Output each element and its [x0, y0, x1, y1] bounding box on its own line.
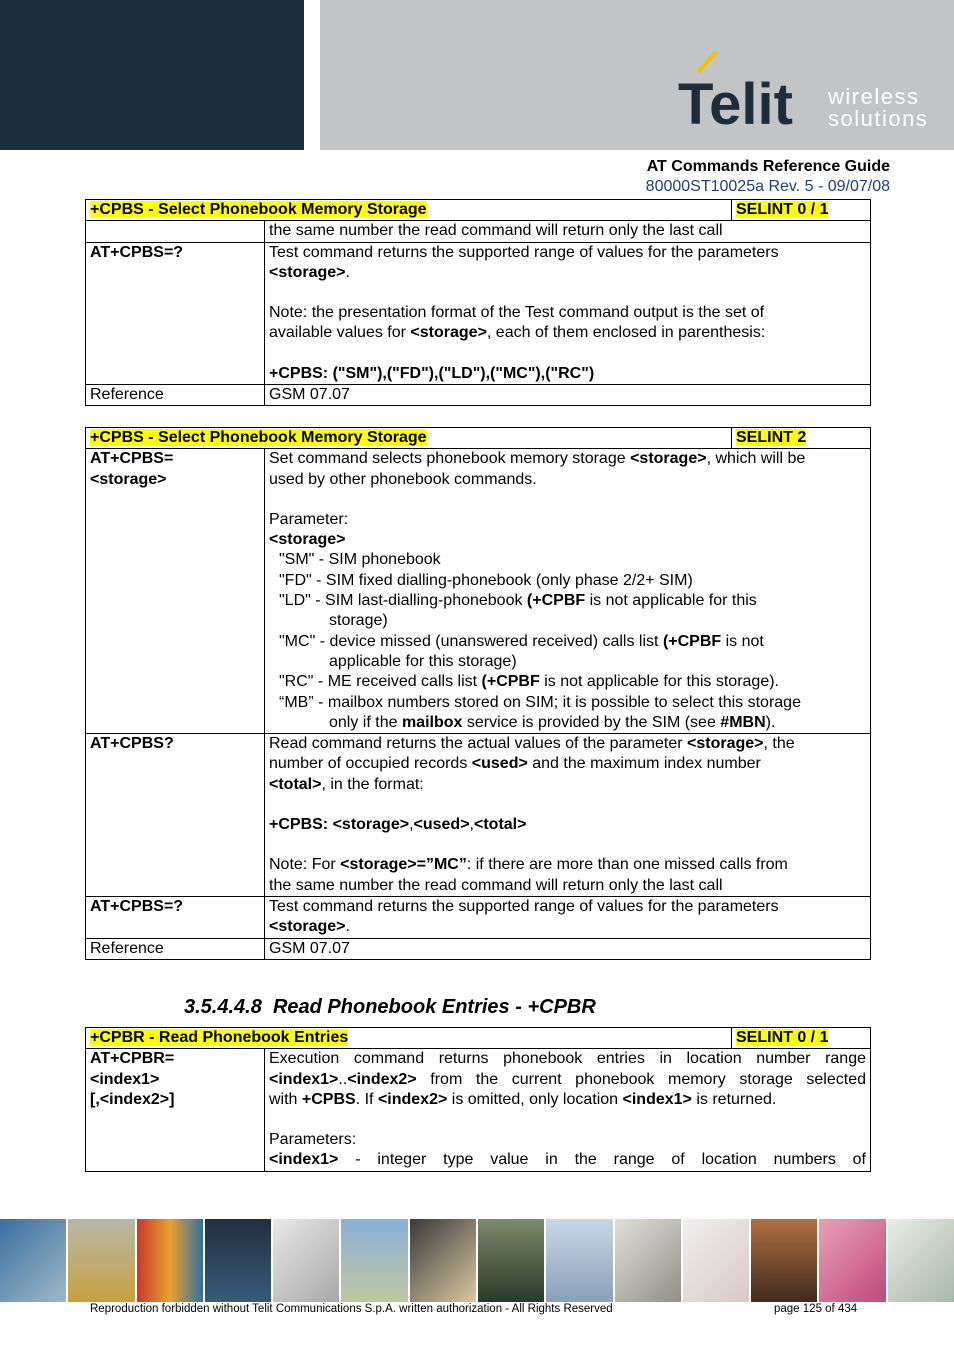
footer-photo: [888, 1219, 954, 1302]
param-ref: <storage>: [269, 918, 346, 936]
text-line: Test command returns the supported range of values for the parameters: [269, 243, 779, 261]
telit-logo: [676, 48, 926, 135]
table-row: [86, 449, 871, 734]
cpbs-table-selint01: [85, 199, 871, 406]
table-header-row: [86, 1028, 871, 1049]
format-sep: ,: [469, 816, 474, 834]
param-option-cont: applicable for this storage): [329, 652, 517, 670]
description-cell: [265, 449, 871, 734]
reference-value: GSM 07.07: [265, 385, 871, 406]
header-dark-panel: [0, 0, 304, 150]
text-line: the same number the read command will return only the last call: [269, 876, 723, 894]
param-name: <index1>: [269, 1151, 339, 1169]
footer-photo: [478, 1219, 544, 1302]
command-heading: +CPBS - Select Phonebook Memory Storage: [90, 429, 427, 446]
text-span: is not applicable for this storage).: [539, 673, 779, 691]
text-span: available values for: [269, 324, 411, 342]
reference-label: Reference: [86, 938, 265, 959]
text-span: with: [269, 1090, 302, 1108]
text-span: number of occupied records: [269, 755, 472, 773]
command-cell: AT+CPBS=?: [86, 896, 265, 938]
param-option: "SM" - SIM phonebook: [279, 551, 441, 569]
text-span: service is provided by the SIM (see: [462, 713, 721, 731]
page-number: page 125 of 434: [774, 1303, 858, 1315]
text-span: is not: [721, 632, 764, 650]
footer-photo: [683, 1219, 749, 1302]
param-ref: <used>: [471, 755, 528, 773]
param-ref: <total>: [269, 775, 322, 793]
param-ref: <index2>: [347, 1070, 417, 1088]
footer-photo: [819, 1219, 885, 1302]
logo-brand: Telit: [678, 72, 793, 130]
text-line: Execution command returns phonebook entries in location number range: [269, 1050, 866, 1068]
command-line: AT+CPBR=: [90, 1050, 175, 1068]
selint-cell: [732, 428, 871, 449]
param-ref: <index2>: [377, 1090, 448, 1108]
text-span: is returned.: [691, 1090, 777, 1108]
param-ref: <index1>: [622, 1090, 692, 1108]
command-ref: #MBN: [720, 713, 766, 731]
param-option: “MB” - mailbox numbers stored on SIM; it is possible to select this storage: [279, 693, 801, 711]
text-span: is not applicable for this: [585, 592, 757, 610]
command-ref: +CPBS: [301, 1090, 356, 1108]
param-option: "FD" - SIM fixed dialling-phonebook (only phase 2/2+ SIM): [279, 571, 693, 589]
footer-copyright: Reproduction forbidden without Telit Communications S.p.A. written authorization - All Rights Reserved: [90, 1303, 613, 1315]
selint-badge: SELINT 0 / 1: [736, 1029, 829, 1046]
footer-photo: [137, 1219, 203, 1302]
text-line: Parameters:: [269, 1131, 357, 1149]
command-heading: +CPBS - Select Phonebook Memory Storage: [90, 201, 427, 218]
param-option: [269, 591, 866, 611]
text-span: : if there are more than one missed calls from: [466, 856, 788, 874]
table-header-row: [86, 200, 871, 221]
text-span: and the maximum index number: [527, 755, 761, 773]
text-span: , the: [763, 735, 795, 753]
footer-photo: [68, 1219, 134, 1302]
text-span: , each of them enclosed in parenthesis:: [486, 324, 766, 342]
footer-photo: [273, 1219, 339, 1302]
response-format: +CPBS: ("SM"),("FD"),("LD"),("MC"),("RC"): [269, 364, 595, 382]
text-span: . If: [355, 1090, 378, 1108]
param-ref: <storage>: [410, 324, 487, 342]
param-ref: <storage>: [687, 735, 764, 753]
text-span: is omitted, only location: [447, 1090, 623, 1108]
command-line: <index1>: [90, 1070, 160, 1088]
doc-title: AT Commands Reference Guide: [646, 158, 890, 175]
footer-photo: [205, 1219, 271, 1302]
command-cell: AT+CPBS?: [86, 734, 265, 897]
description-cell: Test command returns the supported range of values for the parameters <storage>. Note: the presentation format of the Test command output is the set of available values for <storage>, each of them enclosed in parenthesis: +CPBS: ("SM"),("FD"),("LD"),("MC"),("RC"): [265, 242, 871, 384]
table-row: [86, 734, 871, 897]
footer-photo: [0, 1219, 66, 1302]
command-line: [,<index2>]: [90, 1090, 175, 1108]
table-header-cell: [86, 200, 732, 221]
section-title: Read Phonebook Entries - +CPBR: [272, 996, 596, 1018]
command-cell: AT+CPBS=?: [86, 242, 265, 384]
command-cell: [86, 449, 265, 734]
text-span: ).: [765, 713, 776, 731]
table-header-row: [86, 428, 871, 449]
section-number: 3.5.4.4.8: [184, 996, 262, 1018]
logo-tagline-1: wireless: [828, 84, 920, 109]
text-line: Parameter:: [269, 510, 349, 528]
text-line: [269, 1150, 866, 1170]
format-part: +CPBS: <storage>: [269, 816, 410, 834]
command-ref: (+CPBF: [481, 673, 540, 691]
logo-tagline-2: solutions: [828, 106, 926, 130]
command-line: AT+CPBS=: [90, 450, 174, 468]
text-span: Set command selects phonebook memory storage: [269, 450, 631, 468]
service-ref: mailbox: [401, 713, 463, 731]
footer-photo: [341, 1219, 407, 1302]
table-header-cell: [86, 1028, 732, 1049]
param-option-cont: [269, 713, 866, 733]
text-span: - integer type value in the range of location numbers of: [338, 1151, 866, 1169]
description-cell: [265, 734, 871, 897]
text-span: "MC" - device missed (unanswered received) calls list: [279, 632, 663, 650]
cpbr-table: [85, 1027, 871, 1172]
table-row: [86, 221, 871, 242]
text-span: from the current phonebook memory storage selected: [416, 1070, 866, 1088]
text-span: ..: [338, 1070, 348, 1088]
command-ref: (+CPBF: [662, 632, 722, 650]
param-ref: <storage>: [269, 263, 346, 281]
command-ref: (+CPBF: [526, 592, 586, 610]
text-span: .: [345, 918, 350, 936]
param-option: [269, 632, 866, 652]
param-name: <storage>: [269, 531, 346, 549]
format-part: <total>: [474, 816, 527, 834]
text-line: used by other phonebook commands.: [269, 470, 537, 488]
command-cell: [86, 1049, 265, 1171]
selint-cell: [732, 1028, 871, 1049]
description-cell: [265, 896, 871, 938]
text-line: Note: the presentation format of the Test command output is the set of: [269, 304, 765, 322]
text-line: [269, 1070, 866, 1090]
footer-photo: [615, 1219, 681, 1302]
cpbs-table-selint2: [85, 427, 871, 960]
continued-text: the same number the read command will return only the last call: [269, 222, 723, 240]
footer-photo: [751, 1219, 817, 1302]
text-span: only if the: [329, 713, 402, 731]
table-row: [86, 896, 871, 938]
command-heading: +CPBR - Read Phonebook Entries: [90, 1029, 349, 1046]
response-format: [269, 815, 866, 835]
format-part: <used>: [413, 816, 470, 834]
table-row: [86, 1049, 871, 1171]
footer-photo: [410, 1219, 476, 1302]
text-span: Read command returns the actual values of the parameter: [269, 735, 687, 753]
reference-label: Reference: [86, 385, 265, 406]
table-row: [86, 938, 871, 959]
footer-photo: [546, 1219, 612, 1302]
param-ref: <storage>: [630, 450, 707, 468]
footer-photo-strip: [0, 1219, 954, 1302]
description-cell: [265, 221, 871, 242]
table-row: [86, 385, 871, 406]
text-span: "RC" - ME received calls list: [279, 673, 482, 691]
param-option: [269, 672, 866, 692]
selint-badge: SELINT 0 / 1: [736, 201, 829, 218]
description-cell: [265, 1049, 871, 1171]
param-option-cont: storage): [329, 612, 388, 630]
param-ref: <index1>: [269, 1070, 339, 1088]
text-span: Note: For: [269, 856, 341, 874]
param-ref: <storage>=”MC”: [340, 856, 467, 874]
section-heading: [184, 996, 596, 1019]
reference-value: GSM 07.07: [265, 938, 871, 959]
selint-badge: SELINT 2: [736, 429, 807, 446]
text-span: , which will be: [706, 450, 806, 468]
selint-cell: [732, 200, 871, 221]
text-line: [269, 1090, 866, 1110]
doc-subtitle: 80000ST10025a Rev. 5 - 09/07/08: [645, 178, 890, 195]
format-sep: ,: [409, 816, 414, 834]
command-line: <storage>: [90, 470, 167, 488]
table-header-cell: [86, 428, 732, 449]
text-span: "LD" - SIM last-dialling-phonebook: [279, 592, 527, 610]
table-row: [86, 242, 871, 384]
text-line: Test command returns the supported range of values for the parameters: [269, 897, 779, 915]
command-cell: [86, 221, 265, 242]
text-span: , in the format:: [321, 775, 424, 793]
